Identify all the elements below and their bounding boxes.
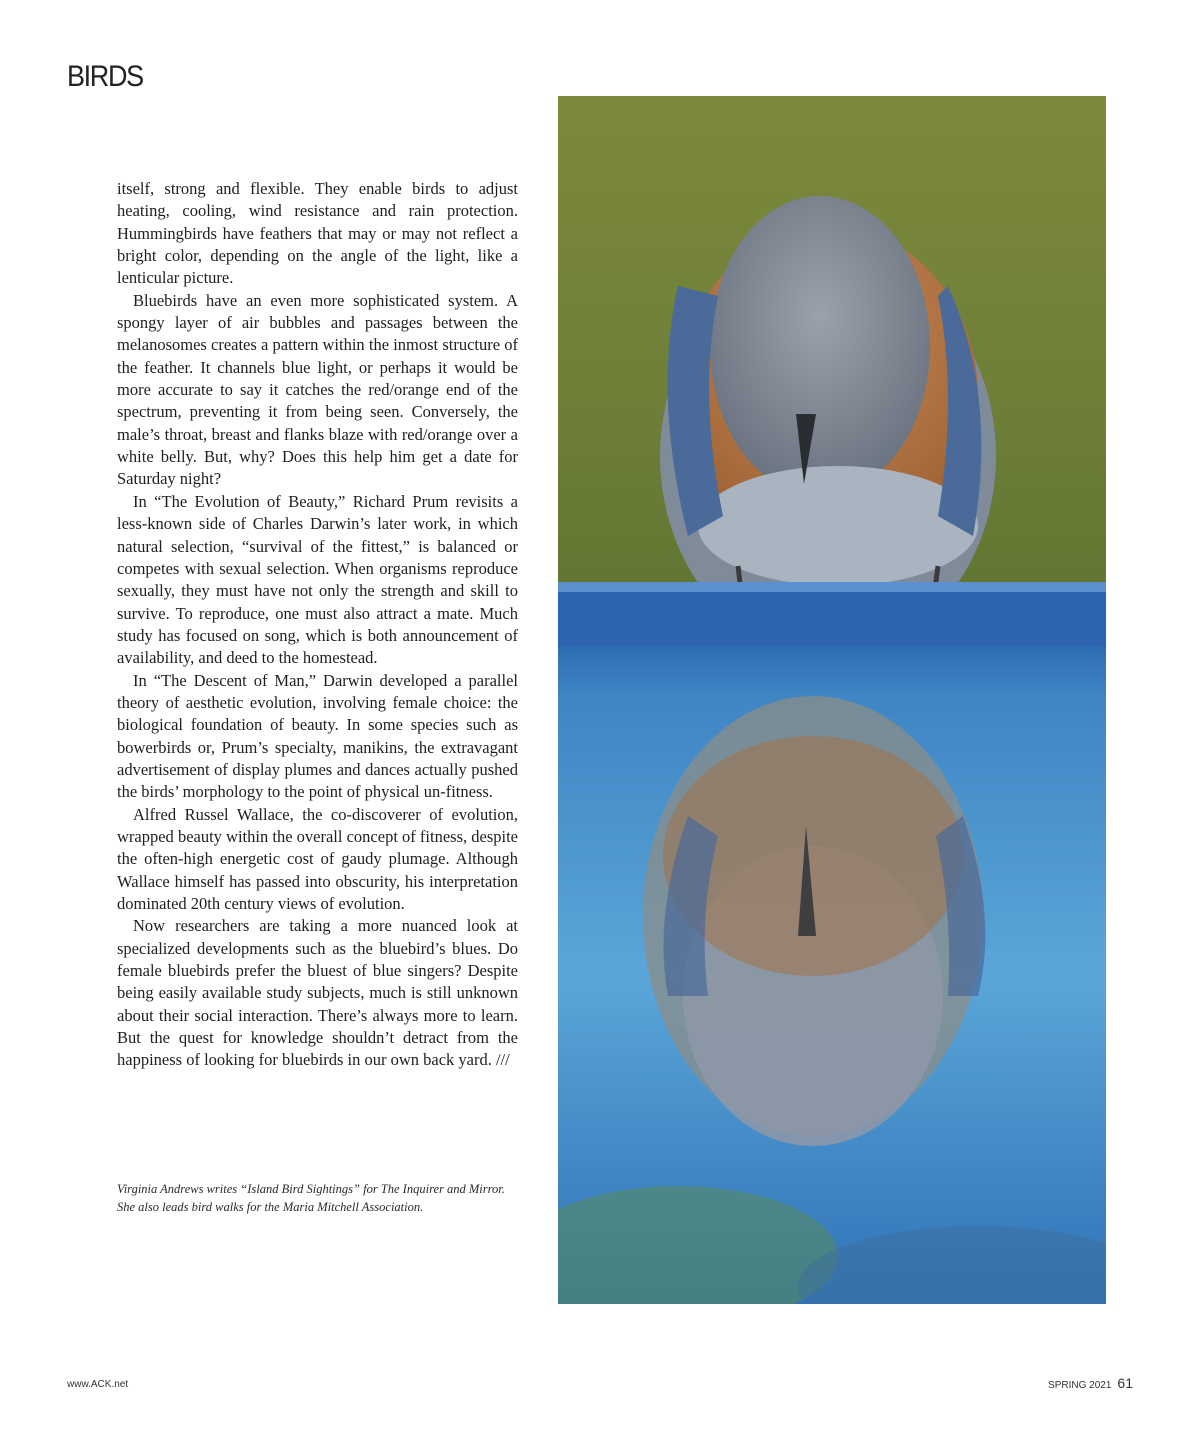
article-paragraph: Now researchers are taking a more nuanced look at specialized developments such as the bluebird’s blues. Do female bluebirds prefer the bluest of blue singers? Despite being easily available study subjects, much is still unknown about their social interaction. There’s always more to learn. But the quest for knowledge shouldn’t detract from the happiness of looking for bluebirds in our own back yard. /// (117, 916, 518, 1070)
issue-label: SPRING 2021 (1048, 1380, 1112, 1391)
section-label: BIRDS (67, 60, 143, 93)
article-paragraph: Alfred Russel Wallace, the co-discoverer of evolution, wrapped beauty within the overall concept of fitness, despite the often-high energetic cost of gaudy plumage. Although Wallace himself has passed into obscurity, his interpretation dominated 20th century views of evolution. (117, 804, 518, 913)
page-number: 61 (1117, 1375, 1133, 1391)
article-paragraph: In “The Descent of Man,” Darwin developed a parallel theory of aesthetic evolution, involving female choice: the biological foundation of beauty. In some species such as bowerbirds or, Prum’s specialty, manikins, the extravagant advertisement of display plumes and dances actually pushed the birds’ morphology to the point of physical un-fitness. (117, 670, 518, 802)
bluebird-photo (558, 96, 1106, 1304)
website-footer: www.ACK.net (67, 1379, 129, 1390)
article-paragraph: Bluebirds have an even more sophisticated system. A spongy layer of air bubbles and passages between the melanosomes creates a pattern within the inmost structure of the feather. It channels blue light, or perhaps it would be more accurate to say it catches the red/orange end of the spectrum, preventing it from being seen. Conversely, the male’s throat, breast and flanks blaze with red/orange over a white belly. But, why? Does this help him get a date for Saturday night? (117, 290, 518, 489)
article-paragraph: itself, strong and flexible. They enable birds to adjust heating, cooling, wind resistance and rain protection. Hummingbirds have feathers that may or may not reflect a bright color, depending on the angle of the light, like a lenticular picture. (117, 179, 518, 288)
article-paragraph: In “The Evolution of Beauty,” Richard Prum revisits a less-known side of Charles Darwin’s later work, in which natural selection, “survival of the fittest,” is balanced or competes with sexual selection. When organisms reproduce sexually, they must have not only the strength and skill to survive. To reproduce, one must also attract a mate. Much study has focused on song, which is both announcement of availability, and deed to the homestead. (117, 491, 518, 668)
page-footer (1048, 1375, 1133, 1391)
article-body (117, 178, 518, 1072)
author-bio: Virginia Andrews writes “Island Bird Sightings” for The Inquirer and Mirror. She also leads bird walks for the Maria Mitchell Association. (117, 1182, 505, 1214)
